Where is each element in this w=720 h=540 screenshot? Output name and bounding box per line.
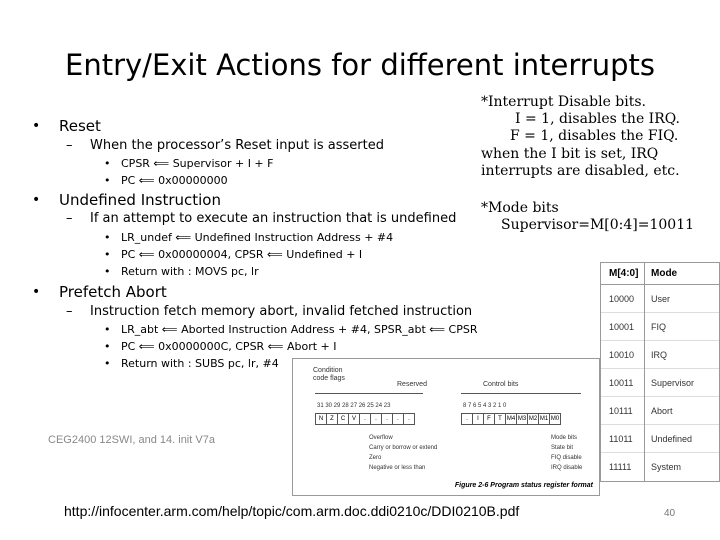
- psr-bit: N: [315, 413, 327, 425]
- bullet-dot: •: [104, 157, 111, 170]
- psr-bits-right: [461, 413, 560, 425]
- bullet-dot: •: [32, 284, 41, 300]
- mode-bits: 10010: [601, 341, 645, 369]
- psr-bit: M1: [538, 413, 550, 425]
- mode-name-header: Mode: [651, 268, 678, 279]
- psr-bit: M0: [549, 413, 561, 425]
- control-label: FIQ disable: [551, 455, 582, 461]
- bullet-dot: •: [104, 323, 111, 336]
- flag-label: Negative or less than: [369, 465, 426, 471]
- psr-bit: F: [483, 413, 495, 425]
- bullet-dot: •: [104, 340, 111, 353]
- condition-flags-label: Condition code flags: [313, 367, 345, 382]
- note-line: Supervisor=M[0:4]=10011: [501, 217, 695, 233]
- bullet-dot: •: [104, 231, 111, 244]
- flag-label: Carry or borrow or extend: [369, 445, 438, 451]
- prefetch-item: Return with : SUBS pc, lr, #4: [121, 357, 279, 370]
- control-label: Mode bits: [551, 435, 578, 441]
- note-line: F = 1, disables the FIQ.: [510, 128, 679, 144]
- mode-row: [601, 341, 719, 369]
- mode-name: FIQ: [651, 321, 666, 332]
- page-number: 40: [664, 508, 676, 519]
- mode-bits-header: M[4:0]: [601, 263, 645, 285]
- note-line: I = 1, disables the IRQ.: [515, 111, 680, 127]
- bracket-line: [461, 393, 581, 394]
- psr-bit: I: [472, 413, 484, 425]
- note-line: when the I bit is set, IRQ: [481, 146, 659, 162]
- bullet-dot: •: [32, 118, 41, 134]
- bullet-dot: •: [104, 174, 111, 187]
- slide-title: Entry/Exit Actions for different interrupts: [65, 48, 655, 82]
- prefetch-description: Instruction fetch memory abort, invalid fetched instruction: [90, 304, 473, 319]
- mode-name: IRQ: [651, 349, 668, 360]
- mode-table-header: [601, 263, 719, 285]
- mode-row: [601, 285, 719, 313]
- bullet-prefetch: Prefetch Abort: [59, 283, 167, 301]
- mode-table: [600, 262, 720, 482]
- psr-bit: T: [494, 413, 506, 425]
- mode-name: System: [651, 462, 682, 472]
- mode-name: User: [651, 293, 671, 304]
- dash-icon: –: [66, 211, 73, 226]
- prefetch-item: PC ⟸ 0x0000000C, CPSR ⟸ Abort + I: [121, 340, 337, 353]
- mode-bits: 11111: [601, 453, 645, 481]
- mode-bits: 10011: [601, 369, 645, 397]
- psr-bit: C: [337, 413, 349, 425]
- control-label: IRQ disable: [551, 465, 583, 471]
- bracket-line: [315, 393, 423, 394]
- reset-item: CPSR ⟸ Supervisor + I + F: [121, 157, 274, 170]
- undefined-description: If an attempt to execute an instruction that is undefined: [90, 211, 457, 226]
- mode-name: Abort: [651, 405, 673, 416]
- control-label: State bit: [551, 445, 574, 451]
- footer-text: CEG2400 12SWI, and 14. init V7a: [48, 434, 215, 446]
- psr-bit: Z: [326, 413, 338, 425]
- psr-bit: V: [348, 413, 360, 425]
- mode-bits: 11011: [601, 425, 645, 453]
- bullet-dot: •: [104, 248, 111, 261]
- dash-icon: –: [66, 138, 73, 153]
- mode-row: [601, 397, 719, 425]
- note-line: *Mode bits: [481, 200, 559, 216]
- mode-row: [601, 425, 719, 453]
- psr-bit: .: [370, 413, 382, 425]
- psr-bit: .: [403, 413, 415, 425]
- mode-row: [601, 369, 719, 397]
- bullet-undefined: Undefined Instruction: [59, 191, 221, 209]
- bit-numbers: 8 7 6 5 4 3 2 1 0: [463, 403, 507, 409]
- psr-bit: M4: [505, 413, 517, 425]
- undefined-item: PC ⟸ 0x00000004, CPSR ⟸ Undefined + I: [121, 248, 363, 261]
- psr-bits-left: [315, 413, 414, 425]
- undefined-item: LR_undef ⟸ Undefined Instruction Address + #4: [121, 231, 394, 244]
- reset-item: PC ⟸ 0x00000000: [121, 174, 228, 187]
- psr-bit: .: [392, 413, 404, 425]
- psr-bit: .: [461, 413, 473, 425]
- mode-bits: 10000: [601, 285, 645, 313]
- bullet-dot: •: [32, 192, 41, 208]
- reference-link[interactable]: http://infocenter.arm.com/help/topic/com.arm.doc.ddi0210c/DDI0210B.pdf: [64, 503, 520, 519]
- mode-row: [601, 313, 719, 341]
- reserved-label: Reserved: [397, 381, 427, 388]
- mode-bits: 10111: [601, 397, 645, 425]
- psr-figure: [292, 358, 600, 496]
- mode-row: [601, 453, 719, 481]
- bullet-dot: •: [104, 357, 111, 370]
- mode-name: Supervisor: [651, 377, 695, 388]
- mode-name: Undefined: [651, 433, 693, 444]
- psr-bit: M2: [527, 413, 539, 425]
- undefined-item: Return with : MOVS pc, lr: [121, 265, 259, 278]
- note-line: interrupts are disabled, etc.: [481, 163, 680, 179]
- flag-label: Overflow: [369, 435, 393, 441]
- bullet-reset: Reset: [59, 117, 101, 135]
- note-line: *Interrupt Disable bits.: [481, 94, 647, 110]
- flag-label: Zero: [369, 455, 382, 461]
- figure-caption: Figure 2-6 Program status register format: [454, 482, 593, 489]
- reset-description: When the processor’s Reset input is asserted: [90, 138, 384, 153]
- psr-bit: .: [381, 413, 393, 425]
- bit-numbers: 31 30 29 28 27 26 25 24 23: [317, 403, 391, 409]
- control-bits-label: Control bits: [483, 381, 519, 388]
- psr-bit: M3: [516, 413, 528, 425]
- psr-bit: .: [359, 413, 371, 425]
- mode-bits: 10001: [601, 313, 645, 341]
- bullet-dot: •: [104, 265, 111, 278]
- dash-icon: –: [66, 304, 73, 319]
- prefetch-item: LR_abt ⟸ Aborted Instruction Address + #4, SPSR_abt ⟸ CPSR: [121, 323, 478, 336]
